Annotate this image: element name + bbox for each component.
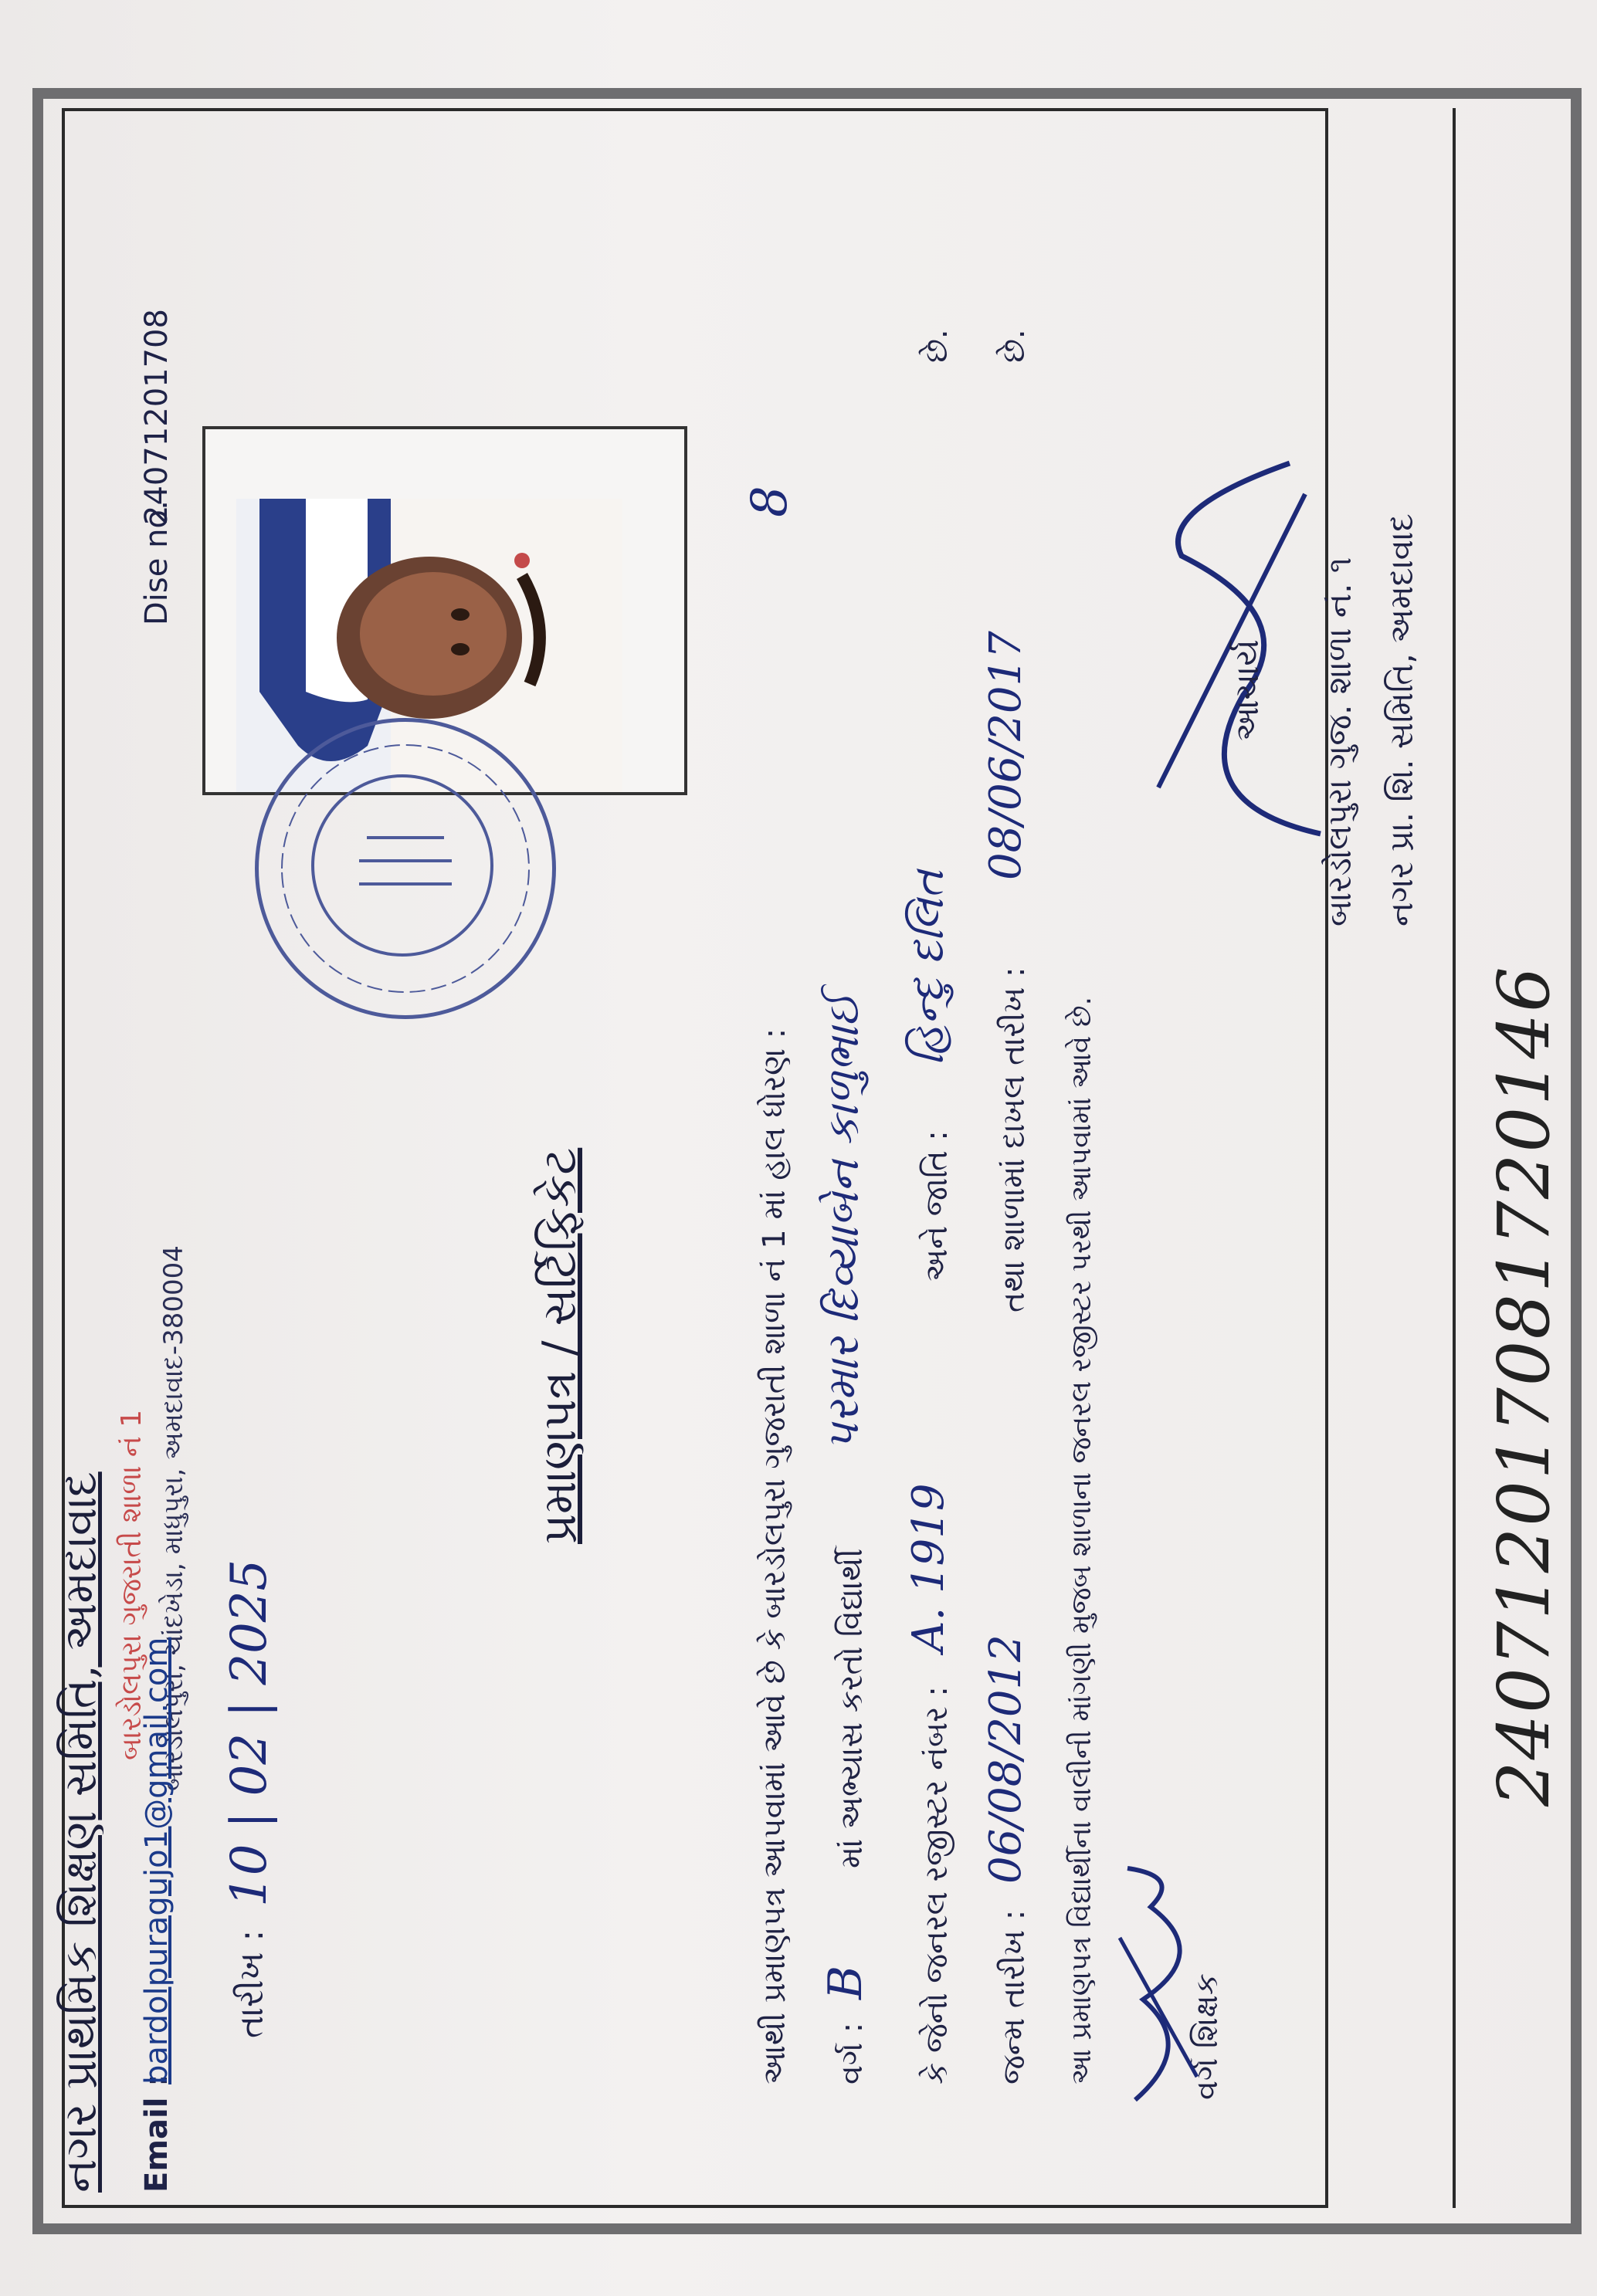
principal-title: આચાર્ય [1228, 639, 1266, 741]
email-value: bardolpuragujo1@gmail.com [139, 1637, 175, 2084]
stamp-seal-icon [259, 722, 552, 1015]
gr-value: A. 1919 [904, 1483, 954, 1652]
div-value: B [819, 1965, 873, 2000]
certificate [23, 85, 1591, 2239]
school-address: બારડોલપુરા, ચાંદખેડા, માધુપુરા, અમદાવાદ-380004 [158, 1245, 189, 1791]
dise-label: Dise no. [139, 500, 175, 625]
dob-value: 06/08/2012 [981, 1634, 1031, 1884]
admission-label: તથા શાળામાં દાખલ તારીખ : [996, 967, 1032, 1312]
gr-label: કે જેનો જનરલ રજીસ્ટર નંબર : [919, 1686, 954, 2084]
date-value: 10 | 02 | 2025 [221, 1559, 278, 1907]
principal-school: બારડોલપુરા ગુજ. શાળા નં. ૧ [1321, 557, 1358, 926]
divider-line [1453, 108, 1456, 2208]
class-teacher-label: વર્ગ શિક્ષક [1189, 1973, 1225, 2100]
body-line-5-text: આ પ્રમાણપત્ર વિદ્યાર્થીના વાલીની માંગણી મુજબ શાળાના જનરલ રજીસ્ટર પરથી આપવામાં આવે છે. [1066, 996, 1097, 2084]
line3-suffix: છે. [919, 329, 954, 363]
admission-value: 08/06/2017 [981, 631, 1031, 880]
div-label: વર્ગ : [834, 2022, 870, 2084]
dob-label: જન્મ તારીખ : [996, 1909, 1032, 2084]
caste-label: અને જાતિ : [919, 1130, 954, 1282]
dise-number: 24071201708 [139, 309, 175, 525]
std-value: 8 [741, 486, 798, 517]
school-name: બારડોલપુરા ગુજરાતી શાળા નં 1 [116, 1409, 147, 1760]
signature-mark-icon [1104, 1861, 1228, 2108]
handwritten-serial: 240712017081720146 [1483, 965, 1565, 1807]
student-name: પરમાર દિવ્યાબેન કાળુભાઈ [819, 993, 869, 1451]
date-label: તારીખ : [232, 1929, 271, 2038]
line4-suffix: છે. [996, 329, 1032, 363]
body-line-2-mid: માં અભ્યાસ કરતો વિદ્યાર્થી [834, 1548, 870, 1868]
school-stamp [255, 718, 556, 1019]
class-teacher-signature [1104, 1861, 1228, 2108]
caste-value: હિન્દુ દલિત [904, 869, 954, 1065]
committee-title: નગર પ્રાથમિક શિક્ષણ સમિતિ, અમદાવાદ [54, 1471, 107, 2193]
principal-committee: નગર પ્રા. શિ. સમિતિ, અમદાવાદ [1382, 513, 1420, 926]
certificate-title: પ્રમાણપત્ર / સર્ટિફિકેટ [533, 1147, 587, 1544]
body-line-1-text: આથી પ્રમાણપત્ર આપવામાં આવે છે કે બારડોલપુરા ગુજરાતી શાળા નં 1 માં હાલ ધોરણ : [757, 1028, 792, 2084]
email-label: Email : [139, 2074, 175, 2193]
